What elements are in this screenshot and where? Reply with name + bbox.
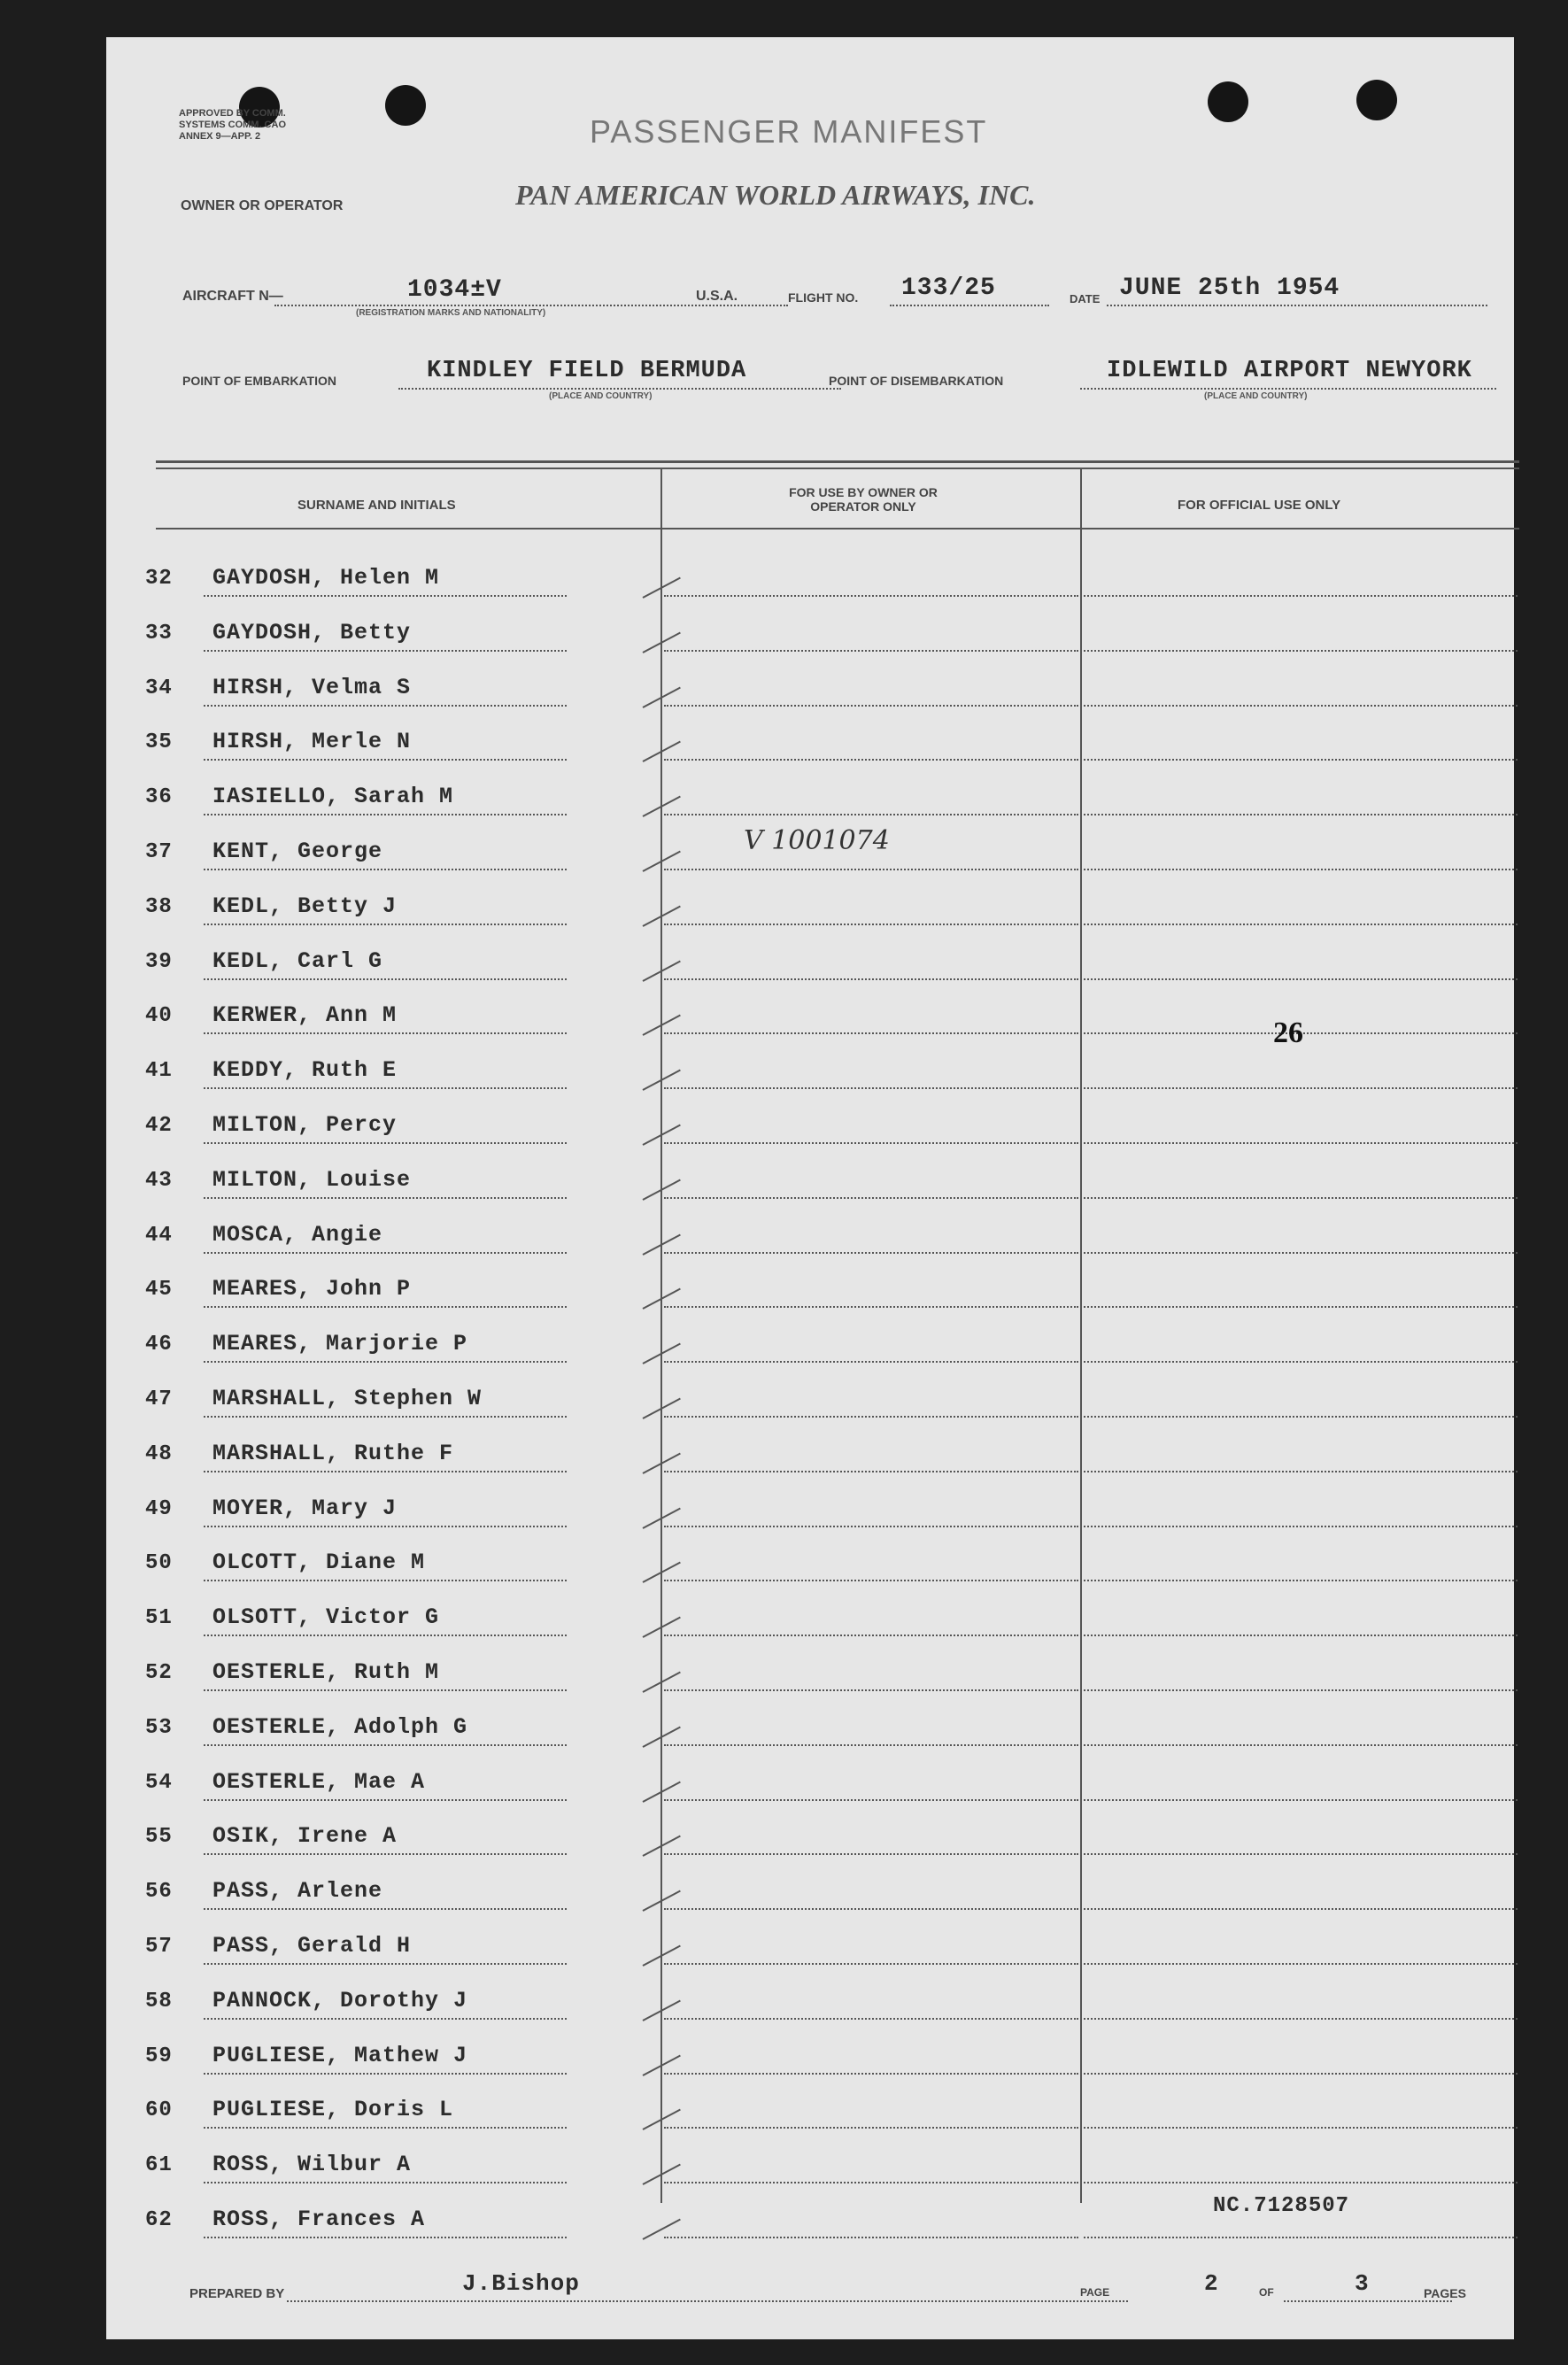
name-underline: [204, 1252, 567, 1254]
official-use-underline: [1084, 1580, 1518, 1581]
official-use-underline: [1084, 705, 1518, 707]
passenger-name: ROSS, Frances A: [212, 2207, 426, 2232]
passenger-name: ROSS, Wilbur A: [212, 2152, 412, 2178]
name-underline: [204, 2018, 567, 2020]
passenger-number: 50: [145, 1551, 173, 1576]
owner-use-underline: [664, 1197, 1078, 1199]
name-underline: [204, 869, 567, 870]
passenger-name: GAYDOSH, Helen M: [212, 565, 440, 591]
passenger-number: 39: [145, 949, 173, 974]
passenger-name: PUGLIESE, Doris L: [212, 2097, 454, 2123]
stamp-number: 26: [1273, 1016, 1303, 1049]
official-use-underline: [1084, 1416, 1518, 1418]
official-use-underline: [1084, 650, 1518, 652]
page-title: PASSENGER MANIFEST: [590, 113, 988, 150]
owner-use-underline: [664, 1580, 1078, 1581]
owner-use-underline: [664, 924, 1078, 925]
name-underline: [204, 650, 567, 652]
name-underline: [204, 1361, 567, 1363]
passenger-name: GAYDOSH, Betty: [212, 619, 412, 645]
owner-use-underline: [664, 1689, 1078, 1691]
owner-use-underline: [664, 1306, 1078, 1308]
name-underline: [204, 924, 567, 925]
passenger-number: 40: [145, 1004, 173, 1029]
official-use-underline: [1084, 1635, 1518, 1636]
owner-use-underline: [664, 869, 1078, 870]
name-underline: [204, 2237, 567, 2238]
name-underline: [204, 1689, 567, 1691]
usa-label: U.S.A.: [696, 289, 738, 304]
passenger-name: KEDL, Carl G: [212, 947, 383, 974]
passenger-name: KEDDY, Ruth E: [212, 1057, 398, 1084]
passenger-name: OESTERLE, Adolph G: [212, 1713, 468, 1740]
passenger-number: 33: [145, 621, 173, 645]
punch-hole: [1208, 81, 1248, 122]
passenger-number: 61: [145, 2153, 173, 2178]
handwritten-note: V 1001074: [744, 825, 890, 856]
official-use-underline: [1084, 978, 1518, 980]
passenger-number: 37: [145, 840, 173, 864]
passenger-name: OLCOTT, Diane M: [212, 1550, 426, 1576]
name-underline: [204, 1580, 567, 1581]
passenger-name: IASIELLO, Sarah M: [212, 784, 454, 810]
aircraft-sub: (REGISTRATION MARKS AND NATIONALITY): [356, 308, 546, 318]
name-underline: [204, 1853, 567, 1855]
owner-use-underline: [664, 1526, 1078, 1527]
official-use-underline: [1084, 1197, 1518, 1199]
passenger-number: 44: [145, 1223, 173, 1248]
passenger-name: MILTON, Percy: [212, 1112, 398, 1138]
passenger-number: 47: [145, 1387, 173, 1411]
footer-ref: NC.7128507: [1213, 2194, 1350, 2218]
passenger-number: 52: [145, 1661, 173, 1685]
approval-note: APPROVED BY COMM. SYSTEMS COMM. CAO ANNEX 9—APP. 2: [179, 108, 287, 142]
passenger-name: MARSHALL, Ruthe F: [212, 1440, 454, 1466]
prepared-value: J.Bishop: [462, 2270, 580, 2297]
page-number: 2: [1204, 2270, 1219, 2297]
date-label: DATE: [1070, 292, 1101, 305]
passenger-number: 48: [145, 1441, 173, 1466]
col-surname: SURNAME AND INITIALS: [297, 498, 456, 513]
official-use-underline: [1084, 2073, 1518, 2075]
passenger-number: 55: [145, 1825, 173, 1850]
passenger-number: 56: [145, 1880, 173, 1905]
owner-use-underline: [664, 1853, 1078, 1855]
owner-use-underline: [664, 1142, 1078, 1144]
passenger-number: 38: [145, 894, 173, 919]
owner-use-underline: [664, 2073, 1078, 2075]
passenger-name: PANNOCK, Dorothy J: [212, 1987, 468, 2013]
owner-use-underline: [664, 1087, 1078, 1089]
passenger-number: 49: [145, 1496, 173, 1521]
name-underline: [204, 705, 567, 707]
owner-use-underline: [664, 1744, 1078, 1746]
owner-use-underline: [664, 1416, 1078, 1418]
passenger-name: MEARES, Marjorie P: [212, 1331, 468, 1357]
name-underline: [204, 814, 567, 815]
passenger-name: OESTERLE, Ruth M: [212, 1659, 440, 1685]
official-use-underline: [1084, 595, 1518, 597]
passenger-number: 51: [145, 1606, 173, 1631]
official-use-underline: [1084, 1142, 1518, 1144]
passenger-name: MEARES, John P: [212, 1276, 412, 1302]
official-use-underline: [1084, 814, 1518, 815]
passenger-number: 45: [145, 1278, 173, 1302]
owner-use-underline: [664, 1032, 1078, 1034]
embark-sub: (PLACE AND COUNTRY): [549, 391, 653, 401]
passenger-number: 59: [145, 2044, 173, 2068]
passenger-number: 54: [145, 1770, 173, 1795]
owner-use-underline: [664, 1471, 1078, 1472]
passenger-number: 43: [145, 1168, 173, 1193]
name-underline: [204, 1306, 567, 1308]
embark-value: KINDLEY FIELD BERMUDA: [427, 358, 747, 384]
owner-use-underline: [664, 595, 1078, 597]
passenger-number: 36: [145, 785, 173, 810]
name-underline: [204, 2127, 567, 2129]
prepared-label: PREPARED BY: [189, 2286, 285, 2301]
official-use-underline: [1084, 1526, 1518, 1527]
official-use-underline: [1084, 1087, 1518, 1089]
col-official-use: FOR OFFICIAL USE ONLY: [1178, 498, 1341, 513]
official-use-underline: [1084, 1799, 1518, 1801]
official-use-underline: [1084, 1853, 1518, 1855]
name-underline: [204, 1744, 567, 1746]
passenger-name: MOYER, Mary J: [212, 1495, 398, 1521]
name-underline: [204, 978, 567, 980]
name-underline: [204, 1471, 567, 1472]
owner-use-underline: [664, 1963, 1078, 1965]
passenger-number: 34: [145, 676, 173, 700]
name-underline: [204, 759, 567, 761]
passenger-name: HIRSH, Velma S: [212, 674, 412, 700]
name-underline: [204, 1908, 567, 1910]
owner-use-underline: [664, 759, 1078, 761]
owner-use-underline: [664, 705, 1078, 707]
name-underline: [204, 1142, 567, 1144]
passenger-name: PASS, Arlene: [212, 1878, 383, 1905]
page-label: PAGE: [1080, 2286, 1110, 2299]
passenger-name: OLSOTT, Victor G: [212, 1604, 440, 1631]
pages-label: PAGES: [1424, 2286, 1466, 2300]
col-owner-use: FOR USE BY OWNER OR OPERATOR ONLY: [789, 485, 938, 514]
owner-use-underline: [664, 1799, 1078, 1801]
aircraft-label: AIRCRAFT N—: [182, 289, 283, 304]
punch-hole: [385, 85, 426, 126]
official-use-underline: [1084, 1471, 1518, 1472]
official-use-underline: [1084, 2237, 1518, 2238]
date-value: JUNE 25th 1954: [1119, 274, 1340, 302]
name-underline: [204, 1416, 567, 1418]
owner-use-underline: [664, 814, 1078, 815]
passenger-name: PASS, Gerald H: [212, 1933, 412, 1959]
official-use-underline: [1084, 1252, 1518, 1254]
official-use-underline: [1084, 924, 1518, 925]
official-use-underline: [1084, 759, 1518, 761]
disembark-label: POINT OF DISEMBARKATION: [829, 374, 1004, 388]
official-use-underline: [1084, 1306, 1518, 1308]
official-use-underline: [1084, 869, 1518, 870]
owner-value: PAN AMERICAN WORLD AIRWAYS, INC.: [515, 179, 1036, 211]
owner-use-underline: [664, 1252, 1078, 1254]
passenger-name: MILTON, Louise: [212, 1166, 412, 1193]
owner-label: OWNER OR OPERATOR: [181, 198, 344, 213]
owner-use-underline: [664, 1361, 1078, 1363]
passenger-name: MOSCA, Angie: [212, 1221, 383, 1248]
owner-use-underline: [664, 1908, 1078, 1910]
name-underline: [204, 1799, 567, 1801]
disembark-value: IDLEWILD AIRPORT NEWYORK: [1107, 358, 1472, 384]
official-use-underline: [1084, 2182, 1518, 2183]
passenger-number: 60: [145, 2098, 173, 2123]
official-use-underline: [1084, 1963, 1518, 1965]
official-use-underline: [1084, 2127, 1518, 2129]
official-use-underline: [1084, 1361, 1518, 1363]
passenger-number: 53: [145, 1715, 173, 1740]
punch-hole: [1356, 80, 1397, 120]
passenger-number: 58: [145, 1989, 173, 2013]
owner-use-underline: [664, 978, 1078, 980]
passenger-name: KEDL, Betty J: [212, 893, 398, 919]
passenger-number: 35: [145, 730, 173, 755]
owner-use-underline: [664, 1635, 1078, 1636]
name-underline: [204, 1087, 567, 1089]
passenger-name: OSIK, Irene A: [212, 1823, 398, 1850]
passenger-number: 42: [145, 1114, 173, 1138]
disembark-sub: (PLACE AND COUNTRY): [1204, 391, 1308, 401]
name-underline: [204, 1526, 567, 1527]
official-use-underline: [1084, 1744, 1518, 1746]
embark-label: POINT OF EMBARKATION: [182, 374, 336, 388]
official-use-underline: [1084, 2018, 1518, 2020]
official-use-underline: [1084, 1689, 1518, 1691]
flight-value: 133/25: [901, 274, 996, 302]
passenger-number: 46: [145, 1333, 173, 1357]
passenger-name: KENT, George: [212, 839, 383, 864]
flight-label: FLIGHT NO.: [788, 290, 859, 305]
name-underline: [204, 2182, 567, 2183]
passenger-name: MARSHALL, Stephen W: [212, 1386, 483, 1411]
name-underline: [204, 1635, 567, 1636]
manifest-sheet: [106, 37, 1514, 2339]
passenger-name: OESTERLE, Mae A: [212, 1768, 426, 1795]
passenger-number: 57: [145, 1935, 173, 1959]
owner-use-underline: [664, 2237, 1078, 2238]
owner-use-underline: [664, 2018, 1078, 2020]
passenger-name: PUGLIESE, Mathew J: [212, 2042, 468, 2068]
name-underline: [204, 2073, 567, 2075]
passenger-number: 62: [145, 2208, 173, 2232]
passenger-name: HIRSH, Merle N: [212, 729, 412, 755]
passenger-name: KERWER, Ann M: [212, 1002, 398, 1029]
aircraft-value: 1034±V: [407, 276, 502, 304]
official-use-underline: [1084, 1908, 1518, 1910]
owner-use-underline: [664, 2127, 1078, 2129]
name-underline: [204, 1963, 567, 1965]
of-label: OF: [1259, 2286, 1274, 2299]
owner-use-underline: [664, 2182, 1078, 2183]
owner-use-underline: [664, 650, 1078, 652]
page-total: 3: [1355, 2270, 1370, 2297]
name-underline: [204, 1197, 567, 1199]
name-underline: [204, 595, 567, 597]
name-underline: [204, 1032, 567, 1034]
passenger-number: 41: [145, 1059, 173, 1084]
passenger-number: 32: [145, 567, 173, 591]
